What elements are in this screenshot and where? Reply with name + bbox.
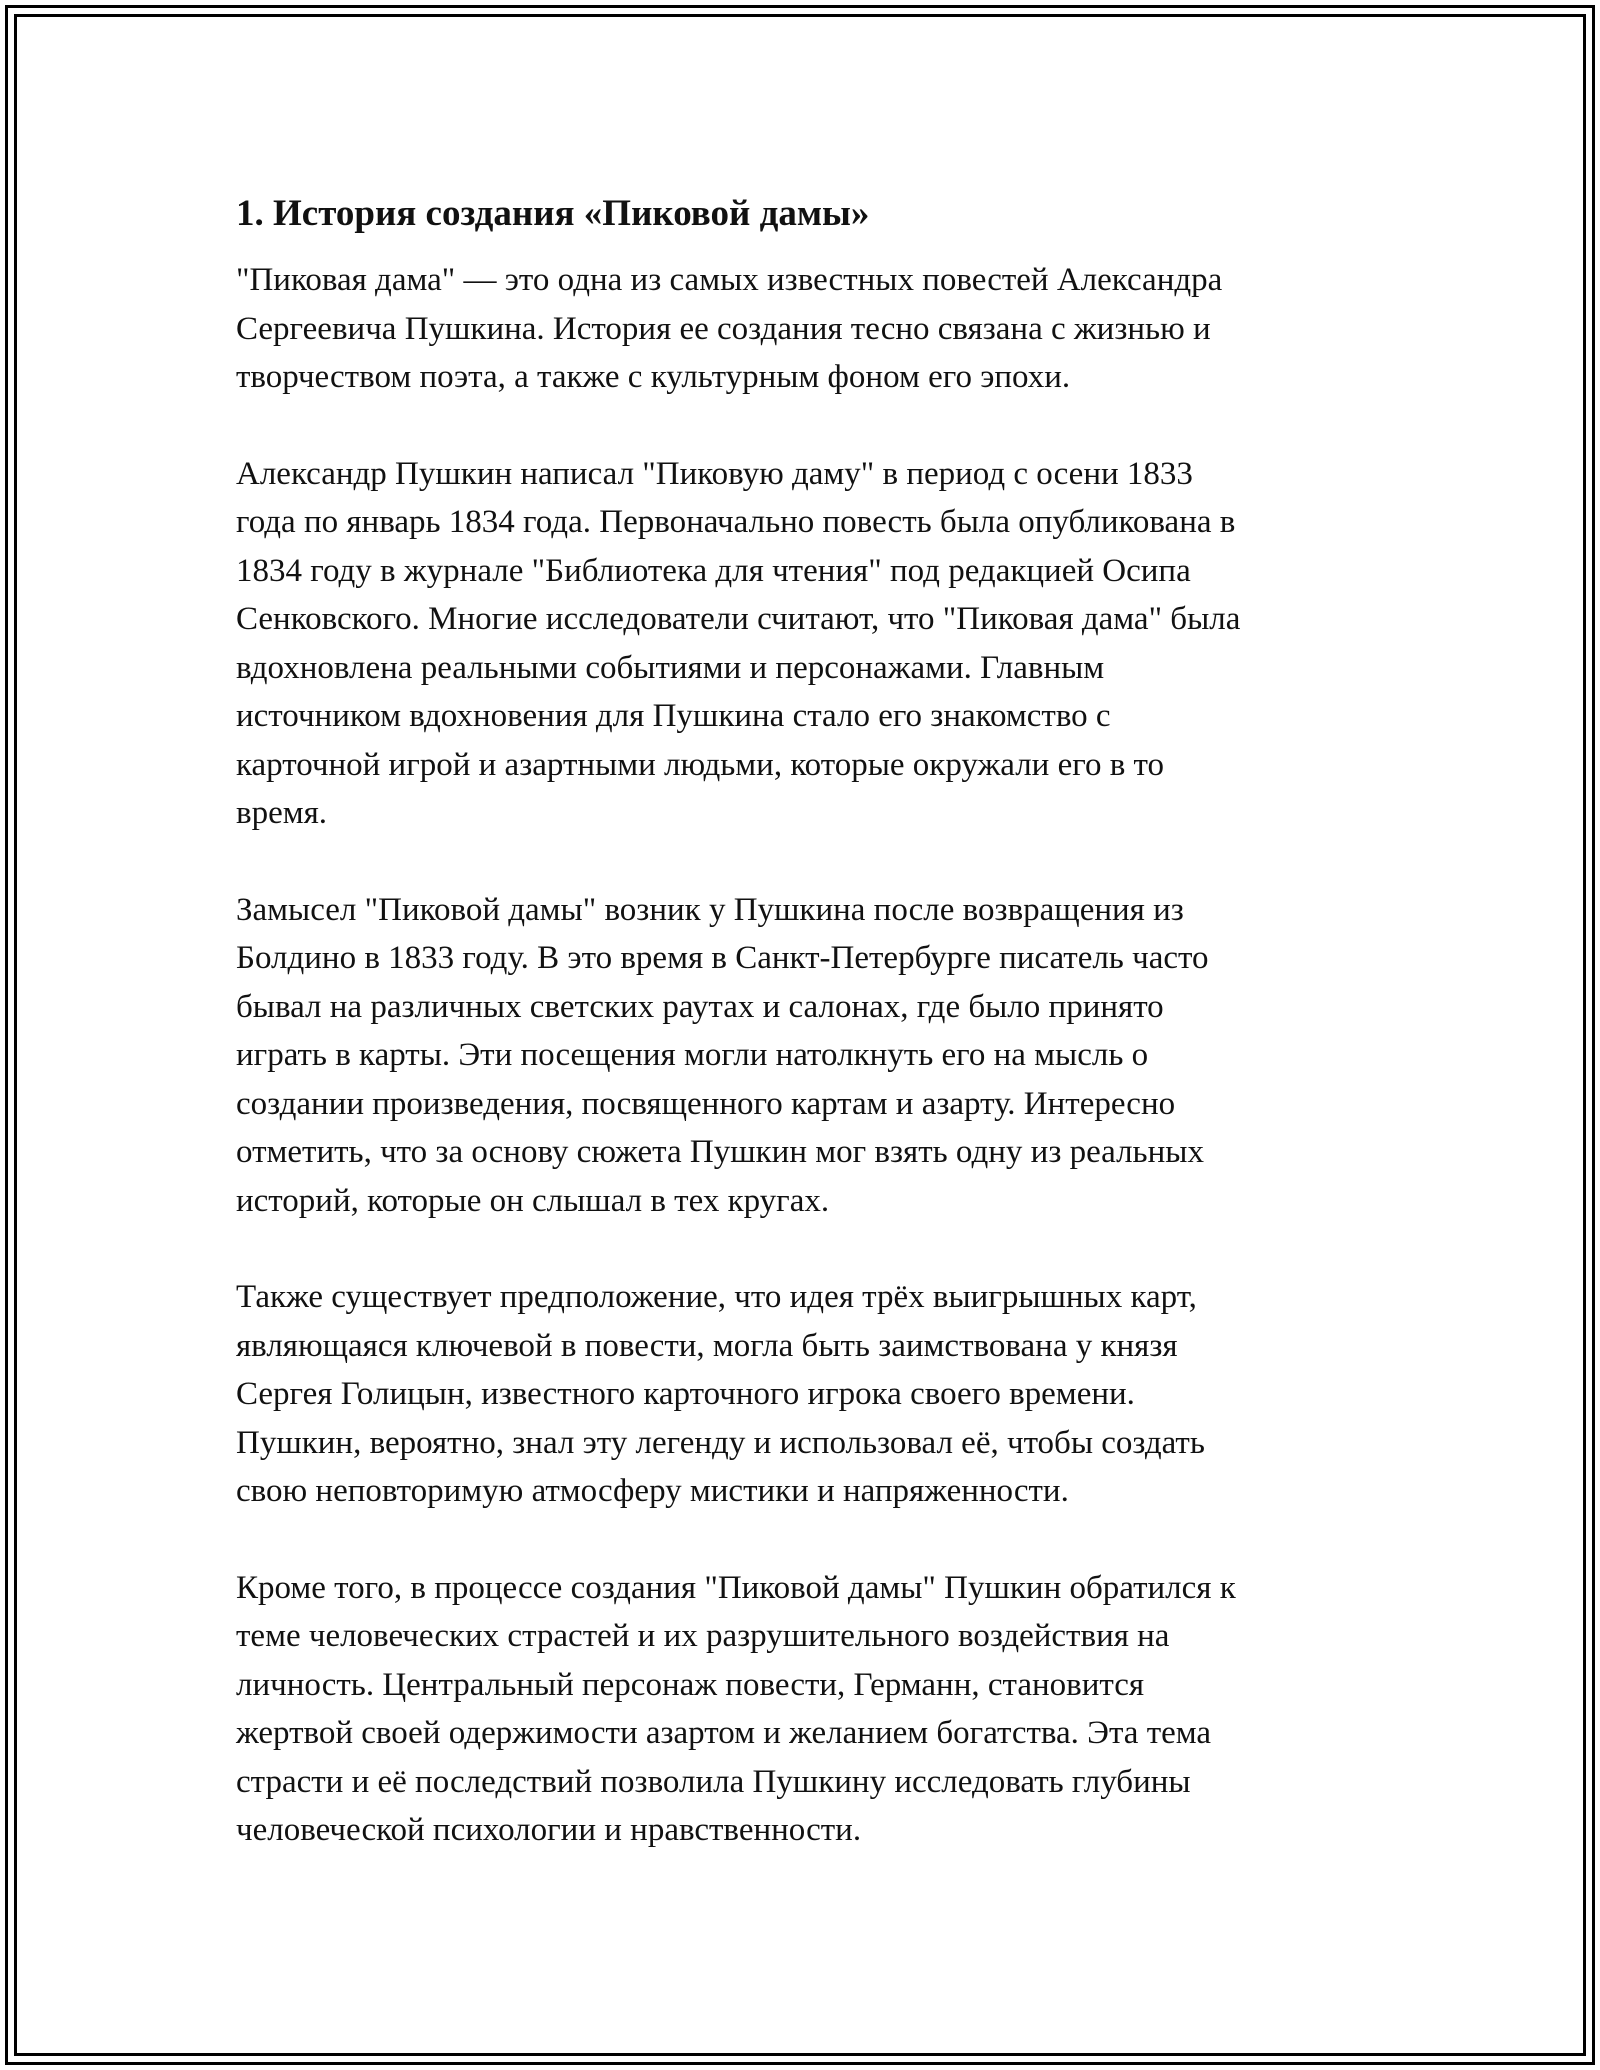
text-line: историй, которые он слышал в тех кругах. [236,1182,830,1219]
text-line: Сергеевича Пушкина. История ее создания тесно связана с жизнью и [236,310,1211,347]
text-line: Сенковского. Многие исследователи считают, что "Пиковая дама" была [236,601,1241,637]
paragraph-3 [236,886,1396,1226]
text-line: творчеством поэта, а также с культурным фоном его эпохи. [236,359,1071,395]
text-line: являющаяся ключевой в повести, могла быть заимствована у князя [236,1327,1178,1364]
text-line: вдохновлена реальными событиями и персонажами. Главным [236,649,1105,686]
text-line: Сергея Голицын, известного карточного игрока своего времени. [236,1376,1135,1412]
text-line: страсти и её последствий позволила Пушкину исследовать глубины [236,1763,1191,1800]
text-line: отметить, что за основу сюжета Пушкин мог взять одну из реальных [236,1134,1204,1170]
text-line: человеческой психологии и нравственности. [236,1812,862,1848]
text-line: играть в карты. Эти посещения могли натолкнуть его на мысль о [236,1037,1149,1073]
text-line: Александр Пушкин написал "Пиковую даму" в период с осени 1833 [236,455,1193,492]
text-line: Кроме того, в процессе создания "Пиковой дамы" Пушкин обратился к [236,1569,1236,1606]
paragraph-4 [236,1273,1396,1516]
section-heading: 1. История создания «Пиковой дамы» [236,193,870,234]
text-line: теме человеческих страстей и их разрушительного воздействия на [236,1618,1170,1654]
text-line: Пушкин, вероятно, знал эту легенду и использовал её, чтобы создать [236,1424,1205,1461]
text-line: время. [236,795,328,831]
paragraph-1 [236,256,1396,402]
text-line: свою неповторимую атмосферу мистики и напряженности. [236,1473,1069,1509]
text-line: личность. Центральный персонаж повести, Германн, становится [236,1666,1145,1703]
text-line: Также существует предположение, что идея трёх выигрышных карт, [236,1279,1197,1315]
text-line: Замысел "Пиковой дамы" возник у Пушкина после возвращения из [236,891,1184,928]
text-line: Болдино в 1833 году. В это время в Санкт-Петербурге писатель часто [236,940,1209,976]
document-body [236,188,1396,1855]
text-line: 1834 году в журнале "Библиотека для чтения" под редакцией Осипа [236,552,1191,589]
text-line: года по январь 1834 года. Первоначально повесть была опубликована в [236,504,1236,540]
text-line: карточной игрой и азартными людьми, которые окружали его в то [236,746,1165,783]
text-line: источником вдохновения для Пушкина стало его знакомство с [236,698,1111,734]
paragraph-5 [236,1564,1396,1855]
text-line: бывал на различных светских раутах и салонах, где было принято [236,988,1164,1025]
text-line: жертвой своей одержимости азартом и желанием богатства. Эта тема [236,1715,1212,1751]
text-line: создании произведения, посвященного картам и азарту. Интересно [236,1085,1176,1122]
text-line: "Пиковая дама" — это одна из самых известных повестей Александра [236,262,1223,298]
paragraph-2 [236,450,1396,838]
